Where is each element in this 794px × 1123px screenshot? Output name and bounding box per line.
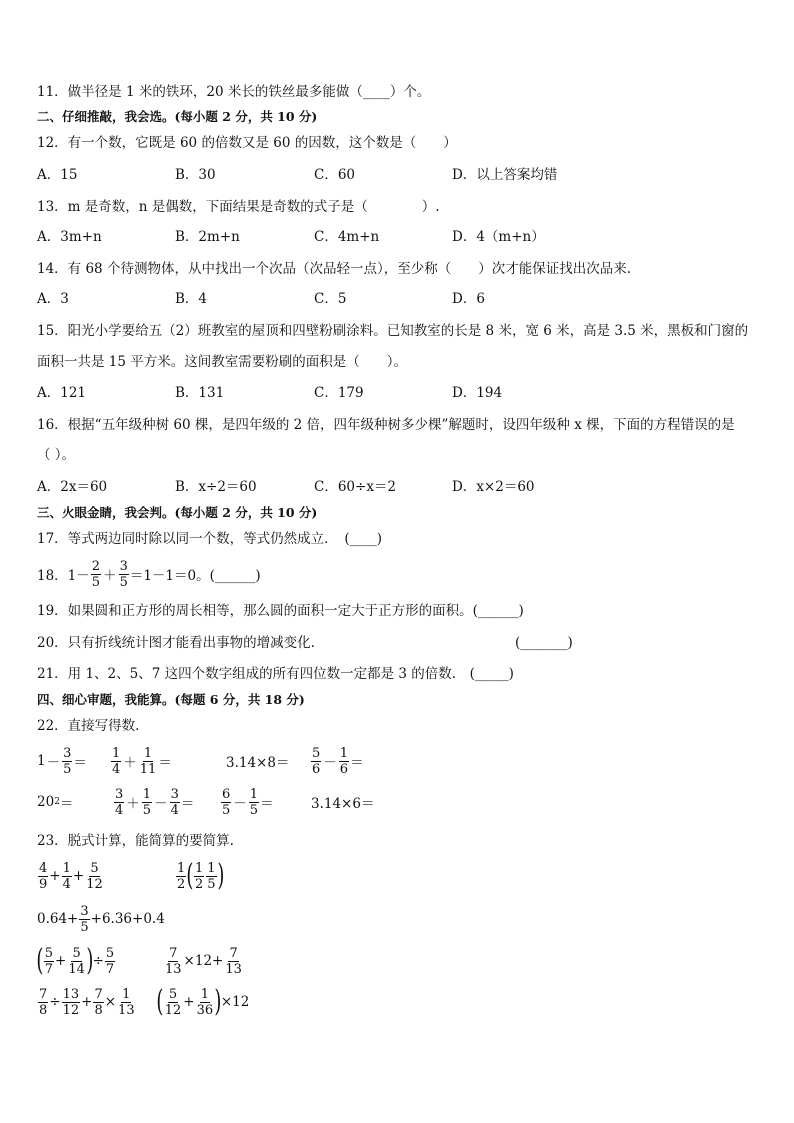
q15-option-a: A．121 — [37, 385, 87, 401]
fraction-3-4: $\frac{3}{4}$ — [170, 786, 179, 818]
q15-option-c: C．179 — [314, 385, 364, 401]
q14-option-b: B．4 — [175, 291, 208, 307]
q22-expr-7: $\frac{6}{5}$ － $\frac{1}{5}$ ＝ — [222, 786, 274, 818]
q20-blank: (_______) — [515, 635, 573, 651]
fraction-7-13: $\frac{7}{13}$ — [225, 945, 242, 977]
question-20: 20．只有折线统计图才能看出事物的增减变化. — [37, 635, 315, 651]
question-12: 12．有一个数，它既是 60 的倍数又是 60 的因数，这个数是（ ） — [37, 135, 457, 151]
q23-expr-4: ( $\frac{5}{7}$ + $\frac{5}{14}$ ) ÷ $\frac{5}{7}$ — [36, 943, 115, 978]
q12-option-d: D．以上答案均错 — [452, 167, 558, 183]
fraction-1-11: $\frac{1}{11}$ — [139, 745, 157, 777]
question-21: 21．用 1、2、5、7 这四个数字组成的所有四位数一定都是 3 的倍数. (_____) — [37, 666, 514, 682]
q13-option-d: D．4（m+n） — [452, 229, 545, 245]
question-15-line-2: 面积一共是 15 平方米。这间教室需要粉刷的面积是（ ）。 — [37, 354, 408, 370]
question-16-line-1: 16．根据“五年级种树 60 棵，是四年级的 2 倍，四年级种树多少棵”解题时，设四年级种 x 棵，下面的方程错误的是 — [37, 417, 735, 433]
fraction-3-4: $\frac{3}{4}$ — [115, 786, 124, 818]
q16-option-c: C．60÷x＝2 — [314, 479, 397, 495]
question-18 — [37, 555, 261, 593]
fraction-5-6: $\frac{5}{6}$ — [312, 745, 321, 777]
fraction-1-36: $\frac{1}{36}$ — [196, 986, 214, 1018]
q22-expr-8: 3.14×6＝ — [311, 796, 375, 812]
fraction-1-4: $\frac{1}{4}$ — [62, 860, 71, 892]
fraction-5-7: $\frac{5}{7}$ — [44, 945, 53, 977]
question-13: 13．m 是奇数，n 是偶数，下面结果是奇数的式子是（ ）. — [37, 199, 440, 215]
fraction-1-2: $\frac{1}{2}$ — [195, 860, 204, 892]
q22-expr-6: $\frac{3}{4}$ ＋ $\frac{1}{5}$ － $\frac{3}{4}$ ＝ — [115, 786, 195, 818]
q23-expr-2: $\frac{1}{2}$ ( $\frac{1}{2}$ $\frac{1}{5}$ ) — [177, 858, 224, 893]
q18-suffix: ＝1－1＝0。(______) — [129, 568, 261, 584]
q13-option-c: C．4m+n — [314, 229, 380, 245]
q14-option-a: A．3 — [37, 291, 69, 307]
fraction-7-13: $\frac{7}{13}$ — [165, 945, 182, 977]
fraction-4-9: $\frac{4}{9}$ — [39, 860, 48, 892]
q14-option-c: C．5 — [314, 291, 347, 307]
fraction-5-12: $\frac{5}{12}$ — [86, 860, 103, 892]
fraction-3-5: $\frac{3}{5}$ — [63, 745, 72, 777]
fraction-1-5: $\frac{1}{5}$ — [249, 786, 259, 818]
question-11: 11．做半径是 1 米的铁环，20 米长的铁丝最多能做（____）个。 — [37, 84, 431, 100]
question-17: 17．等式两边同时除以同一个数，等式仍然成立． (____) — [37, 531, 382, 547]
q22-expr-2: $\frac{1}{4}$ ＋ $\frac{1}{11}$ ＝ — [112, 745, 172, 777]
fraction-6-5: $\frac{6}{5}$ — [222, 786, 231, 818]
q14-option-d: D．6 — [452, 291, 485, 307]
q23-expr-3: 0.64+ $\frac{3}{5}$ +6.36+0.4 — [37, 903, 165, 935]
q13-option-a: A．3m+n — [37, 229, 102, 245]
fraction-7-8: $\frac{7}{8}$ — [94, 986, 103, 1018]
fraction-5-7: $\frac{5}{7}$ — [105, 945, 115, 977]
fraction-1-13: $\frac{1}{13}$ — [118, 986, 135, 1018]
fraction-7-8: $\frac{7}{8}$ — [39, 986, 48, 1018]
q23-expr-1: $\frac{4}{9}$ + $\frac{1}{4}$ + $\frac{5}{12}$ — [39, 860, 103, 892]
plus-sign: ＋ — [103, 568, 117, 584]
q15-option-b: B．131 — [175, 385, 225, 401]
q22-expr-4: $\frac{5}{6}$ － $\frac{1}{6}$ ＝ — [312, 745, 364, 777]
question-14: 14．有 68 个待测物体，从中找出一个次品（次品轻一点），至少称（ ）次才能保证找出次品来. — [37, 261, 631, 277]
fraction-3-5: $\frac{3}{5}$ — [80, 903, 89, 935]
fraction-5-12: $\frac{5}{12}$ — [164, 986, 182, 1018]
question-16-line-2: （ ）。 — [37, 447, 76, 463]
fraction-1-5: $\frac{1}{5}$ — [142, 786, 152, 818]
q12-option-b: B．30 — [175, 167, 216, 183]
q22-expr-5: 20 2 ＝ — [37, 794, 74, 812]
q23-expr-6: $\frac{7}{8}$ ÷ $\frac{13}{12}$ + $\frac{7}{8}$ × $\frac{1}{13}$ — [39, 986, 135, 1018]
q23-expr-7: ( $\frac{5}{12}$ + $\frac{1}{36}$ ) ×12 — [156, 984, 250, 1019]
fraction-3-5: $\frac{3}{5}$ — [119, 558, 128, 590]
fraction-2-5: $\frac{2}{5}$ — [91, 558, 101, 590]
q22-expr-1: 1 － $\frac{3}{5}$ ＝ — [37, 745, 87, 777]
fraction-1-5: $\frac{1}{5}$ — [207, 860, 216, 892]
q18-prefix: 18．1－ — [37, 568, 90, 584]
fraction-1-4: $\frac{1}{4}$ — [112, 745, 121, 777]
q22-expr-3: 3.14×8＝ — [226, 755, 290, 771]
q12-option-a: A．15 — [37, 167, 78, 183]
section-2-heading: 二、仔细推敲，我会选。(每小题 2 分，共 10 分) — [37, 109, 318, 124]
fraction-13-12: $\frac{13}{12}$ — [62, 986, 80, 1018]
q23-expr-5: $\frac{7}{13}$ × 12+ $\frac{7}{13}$ — [165, 945, 242, 977]
question-15-line-1: 15．阳光小学要给五（2）班教室的屋顶和四壁粉刷涂料。已知教室的长是 8 米，宽 6 米，高是 3.5 米，黑板和门窗的 — [37, 323, 749, 339]
fraction-1-6: $\frac{1}{6}$ — [339, 745, 349, 777]
fraction-5-14: $\frac{5}{14}$ — [68, 945, 85, 977]
question-19: 19．如果圆和正方形的周长相等，那么圆的面积一定大于正方形的面积。(______) — [37, 603, 524, 619]
section-4-heading: 四、细心审题，我能算。(每题 6 分，共 18 分) — [37, 692, 305, 707]
q16-option-d: D．x×2＝60 — [452, 479, 535, 495]
q13-option-b: B．2m+n — [175, 229, 240, 245]
q16-option-b: B．x÷2＝60 — [175, 479, 257, 495]
fraction-1-2: $\frac{1}{2}$ — [177, 860, 186, 892]
q16-option-a: A．2x＝60 — [37, 479, 108, 495]
section-3-heading: 三、火眼金睛，我会判。(每小题 2 分，共 10 分) — [37, 505, 318, 520]
question-23: 23．脱式计算，能简算的要简算. — [37, 833, 234, 849]
q12-option-c: C．60 — [314, 167, 356, 183]
q15-option-d: D．194 — [452, 385, 503, 401]
question-22: 22．直接写得数. — [37, 718, 140, 734]
